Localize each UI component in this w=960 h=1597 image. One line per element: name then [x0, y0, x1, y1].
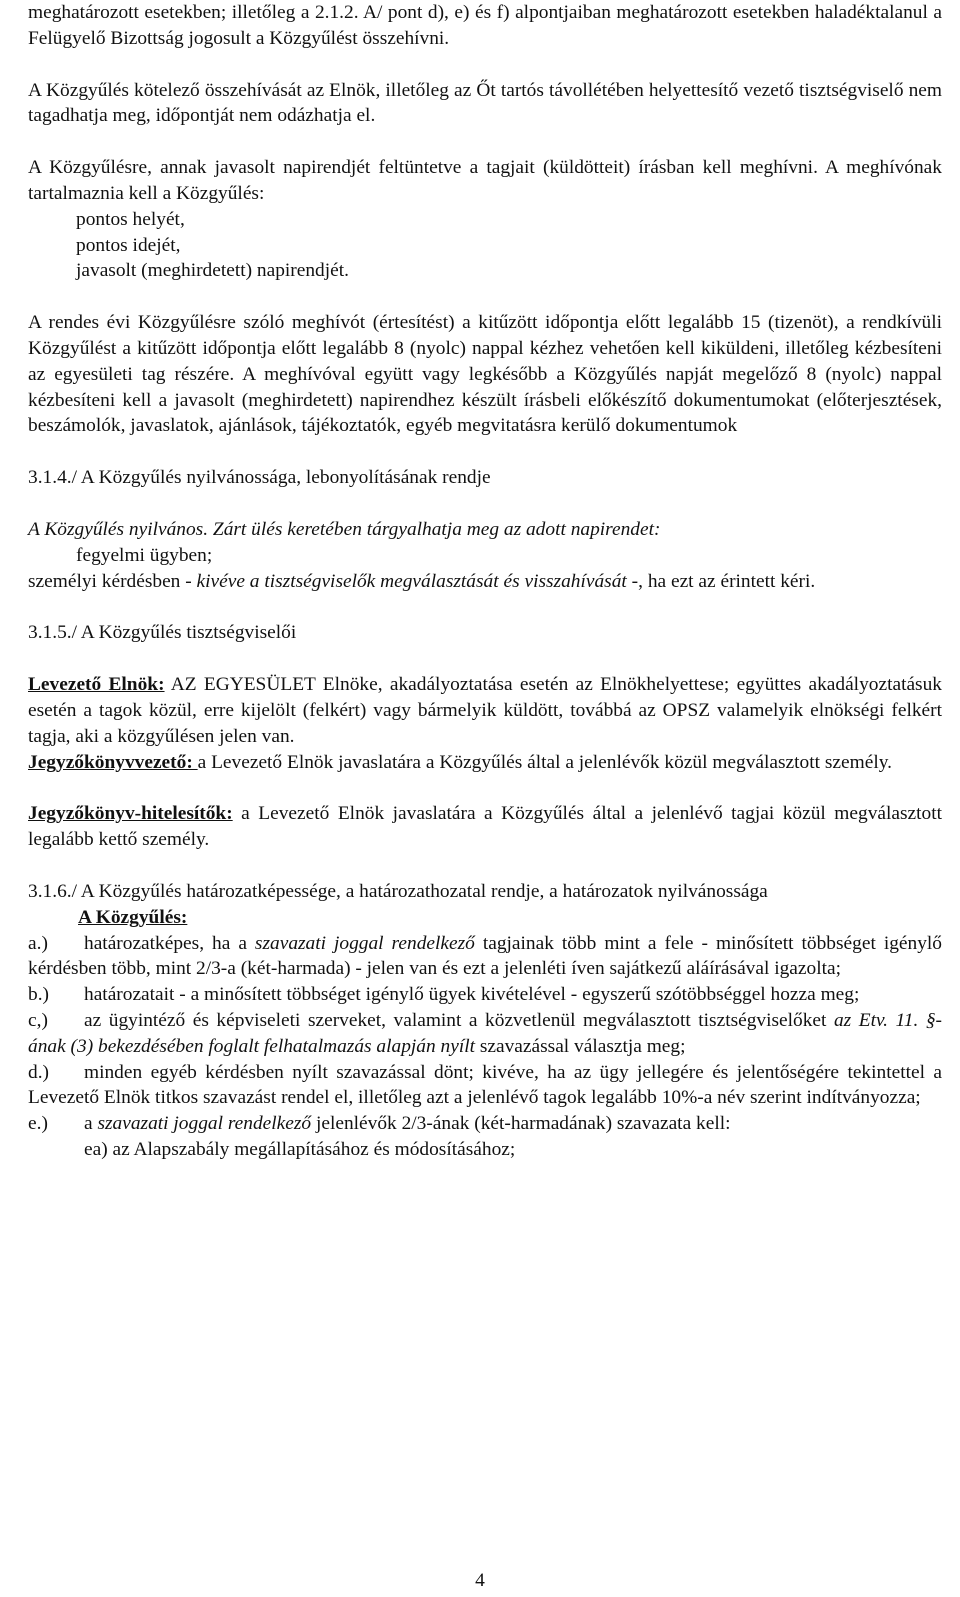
item-label: a.)	[28, 932, 48, 954]
list-item: pontos idejét,	[76, 234, 181, 256]
text-segment: jelenlévők 2/3-ának (két-harmadának) szavazata kell:	[311, 1113, 731, 1135]
paragraph-mandatory-convening: A Közgyűlés kötelező összehívását az Elnök, illetőleg az Őt tartós távollétében helyettesítő vezető tisztségviselő nem tagadhatja meg, időpontját nem odázhatja el.	[28, 79, 942, 127]
paragraph-convening-supervisory: meghatározott esetekben; illetőleg a 2.1.2. A/ pont d), e) és f) alpontjaiban meghatározott esetekben haladéktalanul a Felügyelő Bizottság jogosult a Közgyűlést összehívni.	[28, 2, 942, 49]
page-number: 4	[475, 1570, 485, 1591]
text-segment: személyi kérdésben -	[28, 570, 197, 592]
section-heading-3-1-5: 3.1.5./ A Közgyűlés tisztségviselői	[28, 622, 297, 644]
text-segment: határozatképes, ha a	[84, 932, 255, 954]
paragraph-invitation: A Közgyűlésre, annak javasolt napirendjét feltüntetve a tagjait (küldötteit) írásban kell meghívni. A meghívónak tartalmaznia kell a Közgyűlés:	[28, 157, 942, 204]
paragraph-invitation-deadlines: A rendes évi Közgyűlésre szóló meghívót (értesítést) a kitűzött időpontja előtt legalább 15 (tizenöt), a rendkívüli Közgyűlést a kitűzött időpontja előtt legalább 8 (nyolc) nappal kézhez vehetően kell kiküldeni, illetőleg kézbesíteni az egyesületi tag részére. A meghívóval együtt vagy legkésőbb a Közgyűlés napját megelőző 8 (nyolc) nappal kézbesíteni kell a javasolt (meghirdetett) napirendhez készült írásbeli előkészítő dokumentumokat (előterjesztések, beszámolók, javaslatok, ajánlások, tájékoztatók, egyéb megvitatásra kerülő dokumentumok	[28, 312, 942, 437]
item-ea: ea) az Alapszabály megállapításához és módosításához;	[84, 1138, 516, 1160]
text-segment-italic: szavazati joggal rendelkező	[97, 1113, 312, 1135]
item-b	[28, 982, 942, 1008]
list-item: pontos helyét,	[76, 208, 185, 230]
secretary-text: a Levezető Elnök javaslatára a Közgyűlés által a jelenlévők közül megválasztott személy.	[197, 751, 892, 773]
text-segment: -, ha ezt az érintett kéri.	[626, 570, 816, 592]
text-segment: határozatait - a minősített többséget igénylő ügyek kivételével - egyszerű szótöbbséggel hozza meg;	[84, 984, 860, 1006]
subheading-general-assembly: A Közgyűlés:	[78, 906, 188, 928]
text-segment-italic: kivéve a tisztségviselők megválasztását és visszahívását	[196, 570, 627, 592]
item-label: c,)	[28, 1009, 48, 1031]
paragraph-authenticators	[28, 801, 942, 853]
item-label: d.)	[28, 1061, 50, 1083]
text-segment: tagjainak több mint a fele - minősített többséget igénylő kérdésben több, mint 2/3-a (két-harmada) - jelen van és ezt a jelenléti íven sajátkezű aláírásával igazolta;	[28, 932, 942, 980]
section-heading-3-1-4: 3.1.4./ A Közgyűlés nyilvánossága, lebonyolításának rendje	[28, 467, 491, 489]
item-c	[28, 1008, 942, 1060]
paragraph-chair	[28, 672, 942, 749]
authenticators-label: Jegyzőkönyv-hitelesítők:	[28, 803, 233, 825]
closed-session-item: fegyelmi ügyben;	[76, 544, 213, 566]
item-label: e.)	[28, 1113, 48, 1135]
list-item: javasolt (meghirdetett) napirendjét.	[76, 260, 349, 282]
item-label: b.)	[28, 984, 50, 1006]
item-a	[28, 931, 942, 983]
text-segment-italic: szavazati joggal rendelkező	[254, 932, 475, 954]
chair-text: AZ EGYESÜLET Elnöke, akadályoztatása esetén az Elnökhelyettese; együttes akadályoztatásuk esetén a tagok közül, erre kijelölt (felkért) vagy bármelyik küldött, továbbá az OPSZ valamelyik elnökségi felkért tagja, aki a közgyűlésen jelen van.	[28, 674, 942, 747]
secretary-label: Jegyzőkönyvvezető:	[28, 751, 198, 773]
text-segment: az ügyintéző és képviseleti szerveket, valamint a közvetlenül megválasztott tisztségviselőket	[84, 1009, 834, 1031]
item-d	[28, 1060, 942, 1112]
document-body	[28, 0, 942, 1163]
chair-label: Levezető Elnök:	[28, 674, 165, 696]
text-segment: minden egyéb kérdésben nyílt szavazással dönt; kivéve, ha az ügy jellegére és jelentőségére tekintettel a Levezető Elnök titkos szavazást rendel el, illetőleg azt a jelenlévő tagok legalább 10%-a név szerint indítványozza;	[28, 1061, 942, 1109]
section-heading-3-1-6: 3.1.6./ A Közgyűlés határozatképessége, a határozathozatal rendje, a határozatok nyilvánossága	[28, 880, 768, 902]
item-e	[28, 1111, 942, 1137]
closed-session-personal-item	[28, 569, 942, 595]
paragraph-secretary	[28, 750, 942, 776]
text-segment-italic: az Etv. 11. §-ának (3) bekezdésében foglalt felhatalmazás alapján nyílt	[28, 1009, 942, 1057]
authenticators-text: a Levezető Elnök javaslatára a Közgyűlés által a jelenlévő tagjai közül megválasztott legalább kettő személy.	[28, 803, 942, 851]
paragraph-publicity: A Közgyűlés nyilvános. Zárt ülés keretében tárgyalhatja meg az adott napirendet:	[28, 518, 661, 540]
invitation-contents-list	[28, 207, 942, 284]
text-segment: a	[84, 1113, 98, 1135]
text-segment: szavazással választja meg;	[474, 1035, 686, 1057]
